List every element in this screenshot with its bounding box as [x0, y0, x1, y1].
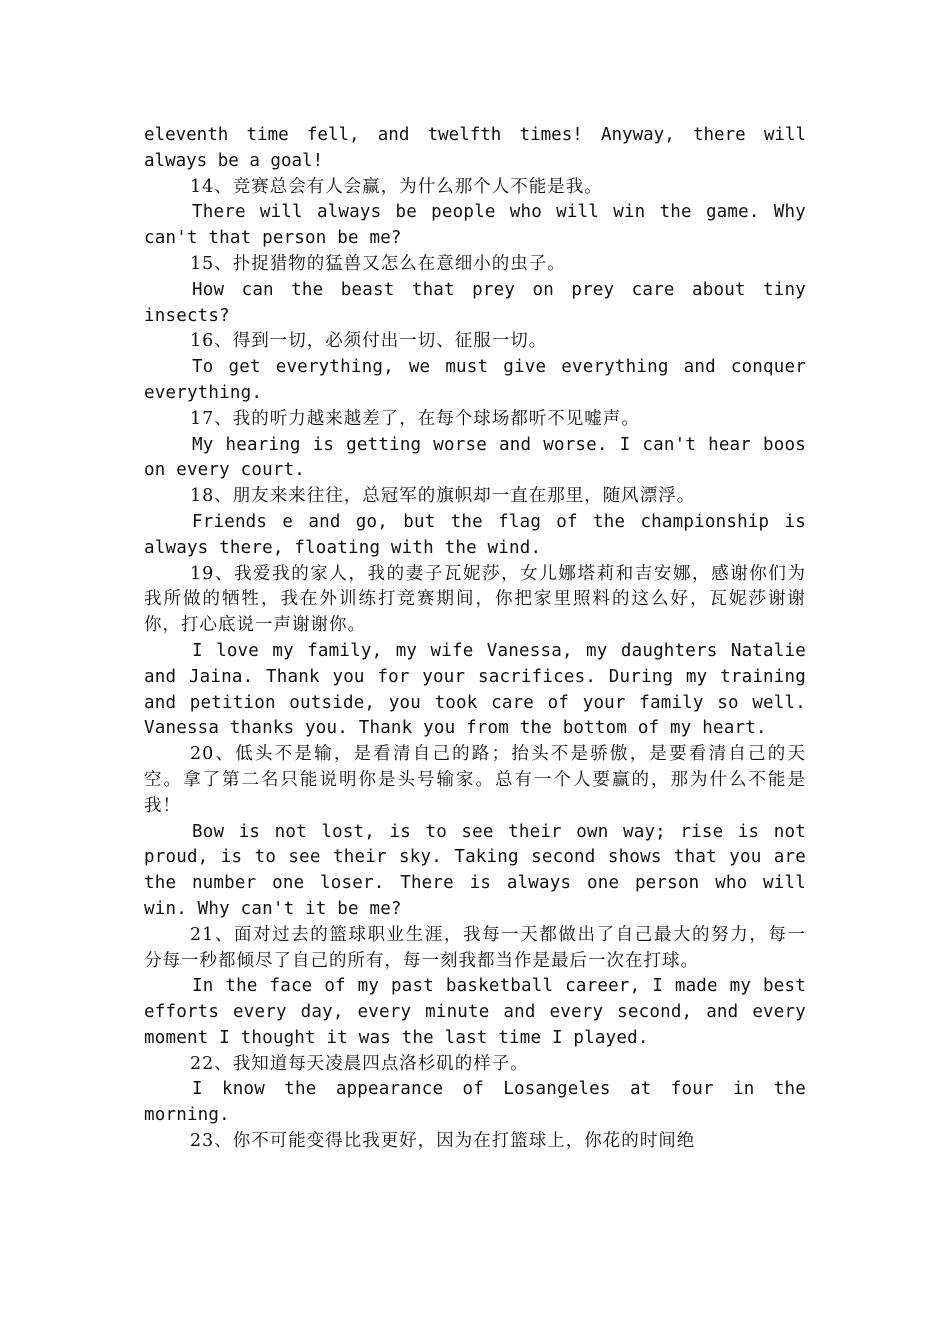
quote-20-english: Bow is not lost, is to see their own way; rise is not proud, is to see their sky. Taking second shows that you are the number one loser. There is always one person who will win. Why can't it be me? [144, 821, 806, 919]
quote-16-english: To get everything, we must give everything and conquer everything. [144, 357, 806, 403]
quote-19-chinese: 19、我爱我的家人，我的妻子瓦妮莎，女儿娜塔莉和吉安娜，感谢你们为我所做的牺牲，我在外训练打竞赛期间，你把家里照料的这么好，瓦妮莎谢谢你，打心底说一声谢谢你。 [144, 563, 806, 636]
quote-16-chinese: 16、得到一切，必须付出一切、征服一切。 [190, 331, 548, 352]
quote-21-english: In the face of my past basketball career, I made my best efforts every day, every minute and every second, and every moment I thought it was the last time I played. [144, 976, 806, 1048]
quote-19-english: I love my family, my wife Vanessa, my daughters Natalie and Jaina. Thank you for your sacrifices. During my training and petition outside, you took care of your family so well. Vanessa thanks you. Thank you from the bottom of my heart. [144, 640, 806, 739]
quote-14-chinese: 14、竞赛总会有人会赢，为什么那个人不能是我。 [190, 176, 603, 197]
quote-20-chinese: 20、低头不是输，是看清自己的路；抬头不是骄傲，是要看清自己的天空。拿了第二名只能说明你是头号输家。总有一个人要赢的，那为什么不能是我！ [144, 744, 806, 816]
quote-14-english: There will always be people who will win the game. Why can't that person be me? [144, 202, 806, 249]
quote-15-english: How can the beast that prey on prey care about tiny insects? [144, 279, 806, 326]
quote-22-english: I know the appearance of Losangeles at four in the morning. [144, 1079, 806, 1126]
paragraph-continuation: eleventh time fell, and twelfth times! Anyway, there will always be a goal! [144, 125, 806, 171]
quote-18-chinese: 18、朋友来来往往，总冠军的旗帜却一直在那里，随风漂浮。 [190, 486, 696, 507]
quote-18-english: Friends e and go, but the flag of the championship is always there, floating with the wind. [144, 511, 806, 558]
quote-15-chinese: 15、扑捉猎物的猛兽又怎么在意细小的虫子。 [190, 253, 566, 274]
quote-21-chinese: 21、面对过去的篮球职业生涯，我每一天都做出了自己最大的努力，每一分每一秒都倾尽了自己的所有，每一刻我都当作是最后一次在打球。 [144, 924, 806, 971]
quote-22-chinese: 22、我知道每天凌晨四点洛杉矶的样子。 [190, 1053, 529, 1074]
quote-17-english: My hearing is getting worse and worse. I can't hear boos on every court. [144, 434, 806, 481]
document-page [144, 123, 806, 1155]
quote-17-chinese: 17、我的听力越来越差了，在每个球场都听不见嘘声。 [190, 408, 640, 429]
quote-23-chinese: 23、你不可能变得比我更好，因为在打篮球上，你花的时间绝 [190, 1131, 696, 1152]
